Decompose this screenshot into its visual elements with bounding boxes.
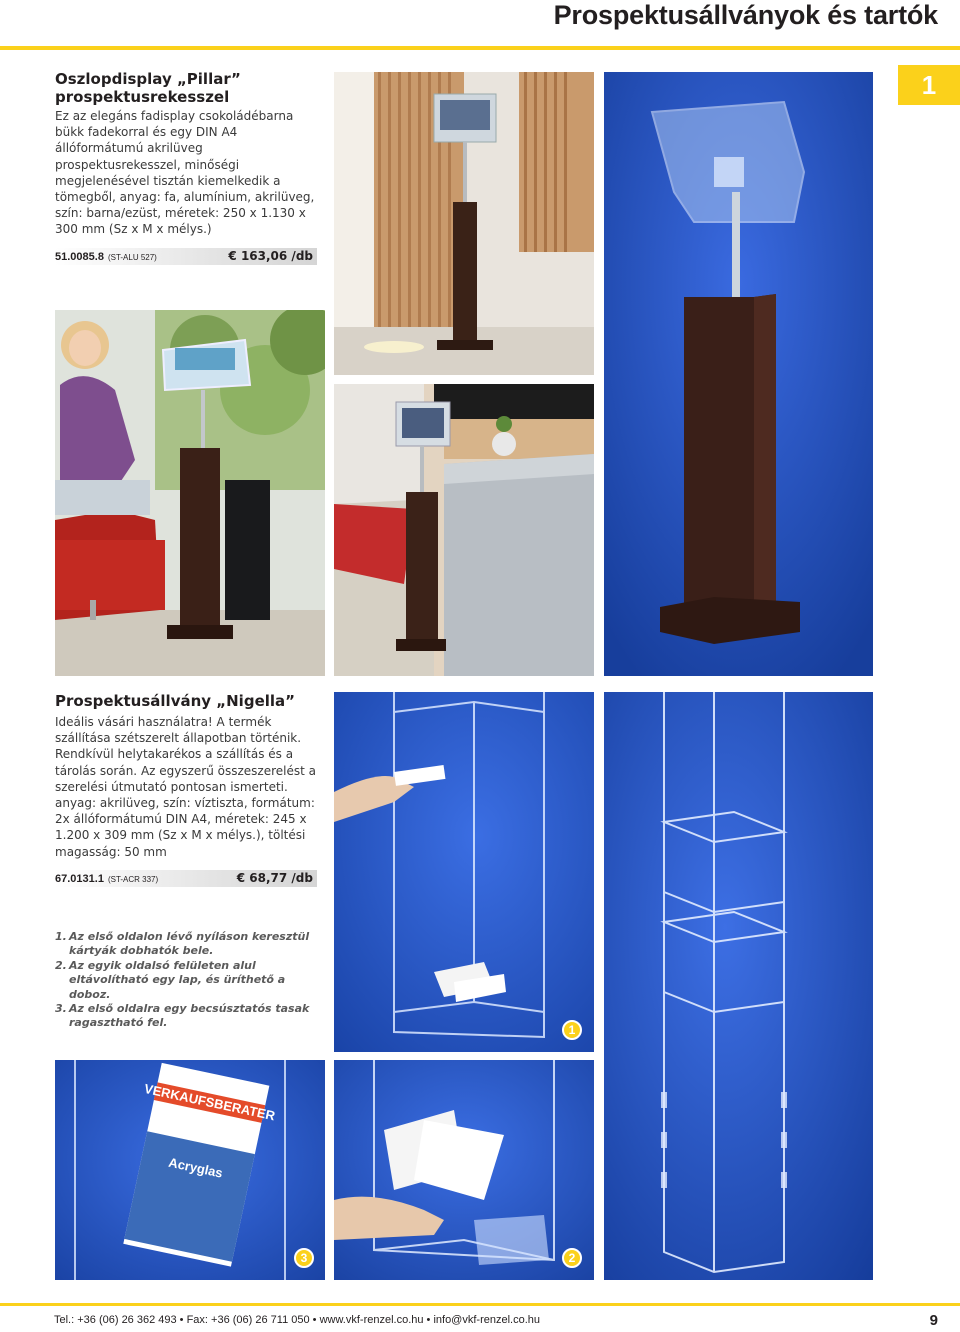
photo-nigella-empty — [334, 1060, 594, 1280]
product-title: Oszlopdisplay „Pillar” prospektusrekesszel — [55, 70, 241, 106]
sign-subtitle: Acryglas — [167, 1154, 225, 1181]
footer-rule — [0, 1303, 960, 1306]
photo-nigella-insert — [334, 692, 594, 1052]
sign-title: VERKAUFSBERATER — [142, 1080, 277, 1124]
product-code: 67.0131.1 — [55, 872, 104, 885]
photo-pillar-reception — [334, 384, 594, 676]
note-item: 3. Az első oldalra egy becsúsztatós tasak ragasztható fel. — [55, 1002, 310, 1030]
feature-notes — [55, 930, 317, 1031]
chapter-tab: 1 — [898, 65, 960, 105]
product-pillar — [55, 70, 317, 265]
product-price: € 163,06 /db — [228, 249, 313, 264]
badge-1: 1 — [562, 1020, 582, 1040]
product-description: Ez az elegáns fadisplay csokoládébarna bükk fadekorral és egy DIN A4 állóformátumú akrilüveg prospektusrekesszel, minőségi megjelenésével tisztán kiemelkedik a tömegből, anyag: fa, alumínium, akrilüveg, szín: barna/ezüst, méretek: 250 x 1.130 x 300 mm (Sz x M x mélys.) — [55, 109, 315, 237]
title-rule — [0, 46, 960, 50]
product-description: Ideális vásári használatra! A termék szállítása szétszerelt állapotban történik. Rendkívül helytakarékos a szállítás és a tárolás során. Az egyszerű összeszerelést a szerelési útmutató pontosan ismerteti. anyag: akrilüveg, szín: víztiszta, formátum: 2x állóformátumú DIN A4, méretek: 245 x 1.200 x 309 mm (Sz x M x mélys.), töltési magasság: 50 mm — [55, 715, 317, 859]
photo-pillar-shop — [334, 72, 594, 375]
product-ref: (ST-ACR 337) — [107, 874, 159, 884]
badge-3: 3 — [294, 1248, 314, 1268]
price-row — [55, 870, 317, 887]
product-code: 51.0085.8 — [55, 250, 104, 263]
note-item: 1. Az első oldalon lévő nyíláson keresztül kártyák dobhatók bele. — [55, 930, 310, 958]
product-ref: (ST-ALU 527) — [107, 252, 157, 262]
product-title: Prospektusállvány „Nigella” — [55, 692, 295, 710]
product-nigella — [55, 692, 317, 887]
photo-nigella-stand — [604, 692, 873, 1280]
note-item: 2. Az egyik oldalsó felületen alul eltávolítható egy lap, és üríthető a doboz. — [55, 958, 286, 1001]
badge-2: 2 — [562, 1248, 582, 1268]
photo-woman-armchair — [55, 310, 325, 676]
price-row — [55, 248, 317, 265]
photo-pillar-blue — [604, 72, 873, 676]
page-number: 9 — [929, 1312, 938, 1329]
product-price: € 68,77 /db — [236, 871, 313, 886]
footer-contact: Tel.: +36 (06) 26 362 493 • Fax: +36 (06) 26 711 050 • www.vkf-renzel.co.hu • info@vkf-renzel.co.hu — [54, 1314, 540, 1326]
page-title: Prospektusállványok és tartók — [553, 0, 938, 30]
photo-nigella-pocket — [55, 1060, 325, 1280]
